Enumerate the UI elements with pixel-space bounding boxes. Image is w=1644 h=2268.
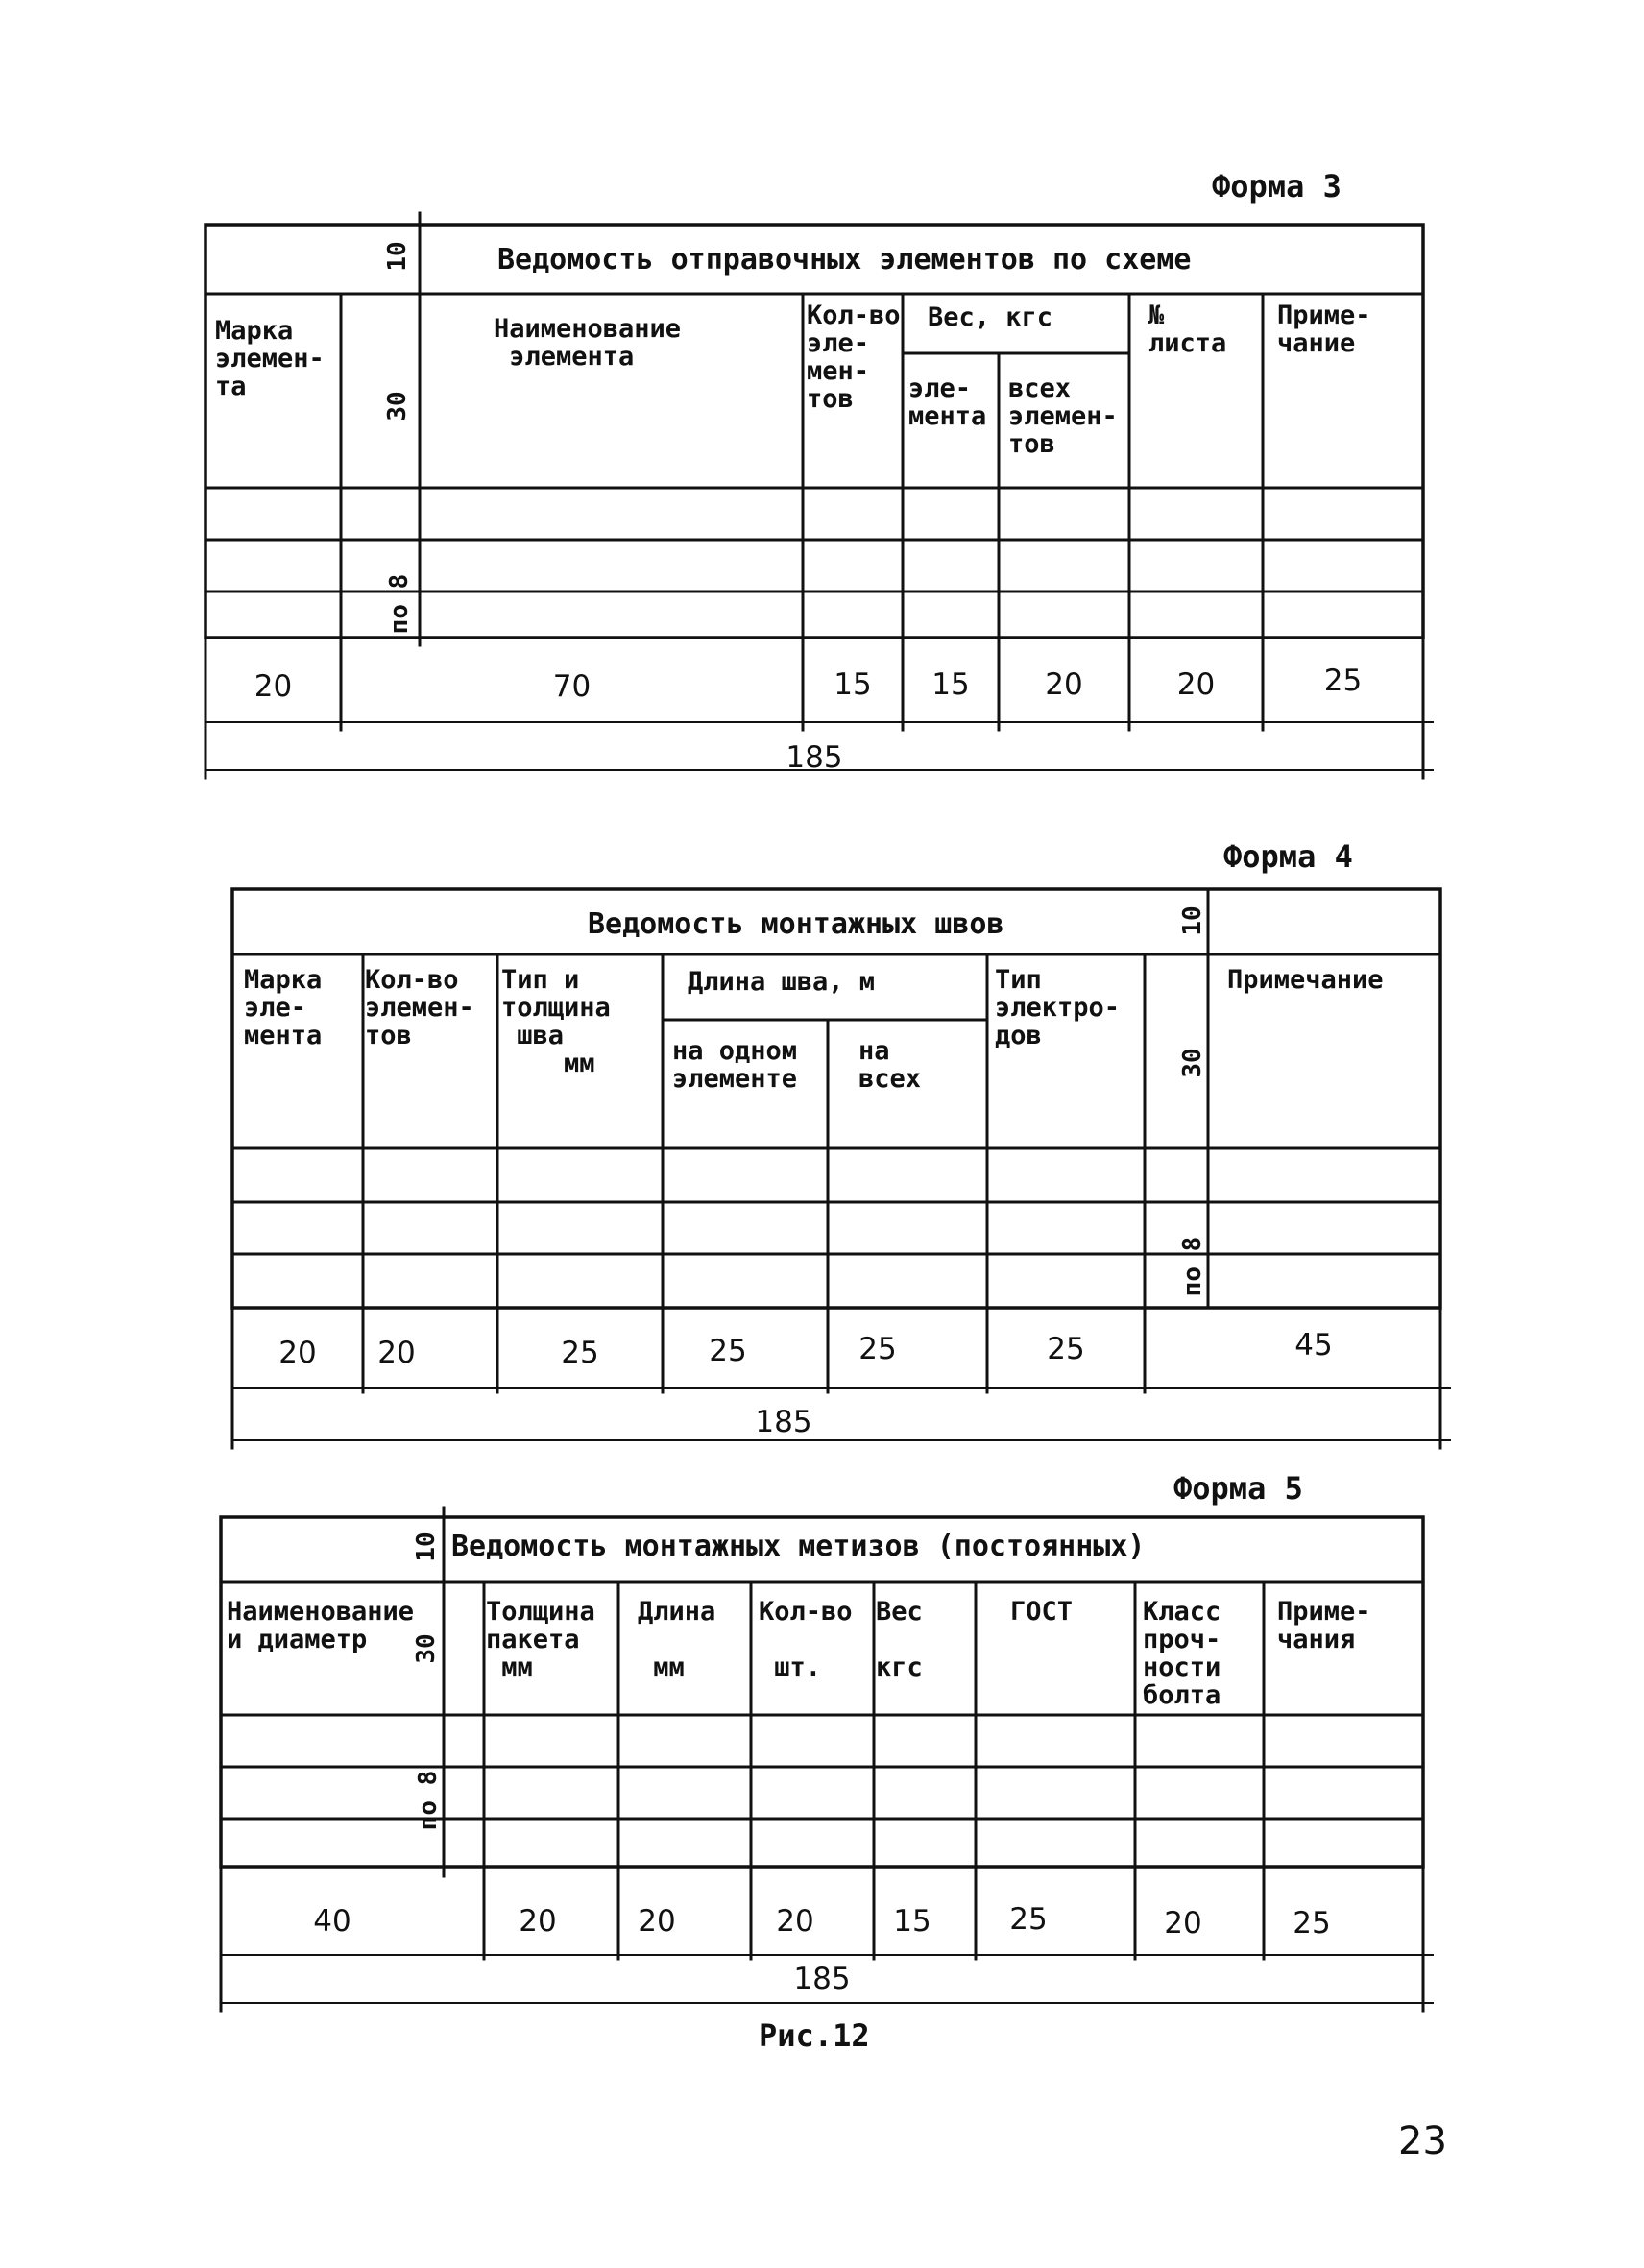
form3-total-width: 185 [786,740,843,775]
form3-header-name: Наименование элемента [494,314,682,372]
form3-width-weight-one: 15 [931,667,970,702]
form3-vdim-row: по 8 [385,573,414,635]
form3-width-weight-all: 20 [1045,667,1083,702]
form4-width-type: 25 [561,1336,599,1370]
form4-vdim-row: по 8 [1178,1236,1207,1297]
form5-header-weight: Вес кгс [876,1597,923,1682]
form4-width-len-all: 25 [858,1332,897,1366]
form5-width-gost: 25 [1009,1902,1048,1937]
form5-title: Ведомость монтажных метизов (постоянных) [451,1530,1146,1563]
form3-vdim-title: 10 [383,241,412,272]
form5-header-count: Кол-во шт. [759,1597,853,1682]
form4-title: Ведомость монтажных швов [588,907,1004,941]
form3-header-mark: Марка элемен- та [215,316,325,401]
form5-vdim-title: 10 [412,1532,441,1562]
form3-label: Форма 3 [1212,168,1342,205]
form5-width-name: 40 [313,1904,351,1939]
form4-width-len-one: 25 [709,1334,747,1368]
form4-header-len-all: на всех [858,1036,922,1094]
form5-vdim-row: по 8 [414,1770,443,1831]
form4-header-length: Длина шва, м [688,967,876,997]
form4-vdim-title: 10 [1178,905,1207,936]
form5-vdim-header: 30 [412,1633,441,1664]
form4-width-mark: 20 [278,1336,317,1370]
form5-header-length: Длина мм [638,1597,716,1682]
page-number: 23 [1398,2119,1447,2163]
form3-width-sheet: 20 [1176,667,1216,702]
form4-header-count: Кол-во элемен- тов [365,965,474,1050]
form5-width-class: 20 [1164,1906,1202,1941]
figure-caption: Рис.12 [759,2017,870,2054]
form5-total-width: 185 [793,1962,851,1996]
form3-vdim-header: 30 [383,391,412,422]
form5-width-length: 20 [638,1904,676,1939]
form4-header-note: Примечание [1227,965,1384,995]
form4-header-electrode: Тип электро- дов [995,965,1121,1050]
form4-vdim-header: 30 [1178,1048,1207,1078]
form5-width-weight: 15 [893,1904,931,1939]
form4-header-type: Тип и толщина шва мм [501,965,611,1078]
form3-header-sheet: № листа [1148,301,1227,358]
form3-header-note: Приме- чание [1277,301,1371,358]
form3-header-weight-one: эле- мента [908,374,987,431]
form3-header-weight-all: всех элемен- тов [1008,374,1118,459]
form4-header-len-one: на одном элементе [672,1036,798,1094]
form3-title: Ведомость отправочных элементов по схеме [497,243,1192,277]
form5-label: Форма 5 [1173,1470,1303,1507]
form5-width-thick: 20 [519,1904,557,1939]
form4-header-mark: Марка эле- мента [244,965,323,1050]
form4-label: Форма 4 [1223,838,1353,875]
form5-width-count: 20 [776,1904,814,1939]
form3-header-weight: Вес, кгс [928,302,1053,332]
form5-header-thick: Толщина пакета мм [486,1597,595,1682]
form5-header-note: Приме- чания [1277,1597,1371,1654]
form4-width-count: 20 [377,1336,416,1370]
form5-header-gost: ГОСТ [1010,1597,1074,1627]
form5-header-class: Класс проч- ности болта [1143,1597,1221,1710]
form4-total-width: 185 [755,1405,812,1439]
form3-width-count: 15 [834,667,872,702]
form3-width-name: 70 [552,669,592,704]
form5-header-name: Наименование и диаметр [227,1597,415,1654]
form3-header-count: Кол-во эле- мен- тов [807,301,901,414]
form5-width-note: 25 [1293,1906,1331,1941]
form3-width-note: 25 [1323,664,1363,698]
form4-width-electrode: 25 [1047,1332,1085,1366]
form3-width-mark: 20 [254,669,293,704]
form4-width-note: 45 [1294,1328,1333,1363]
